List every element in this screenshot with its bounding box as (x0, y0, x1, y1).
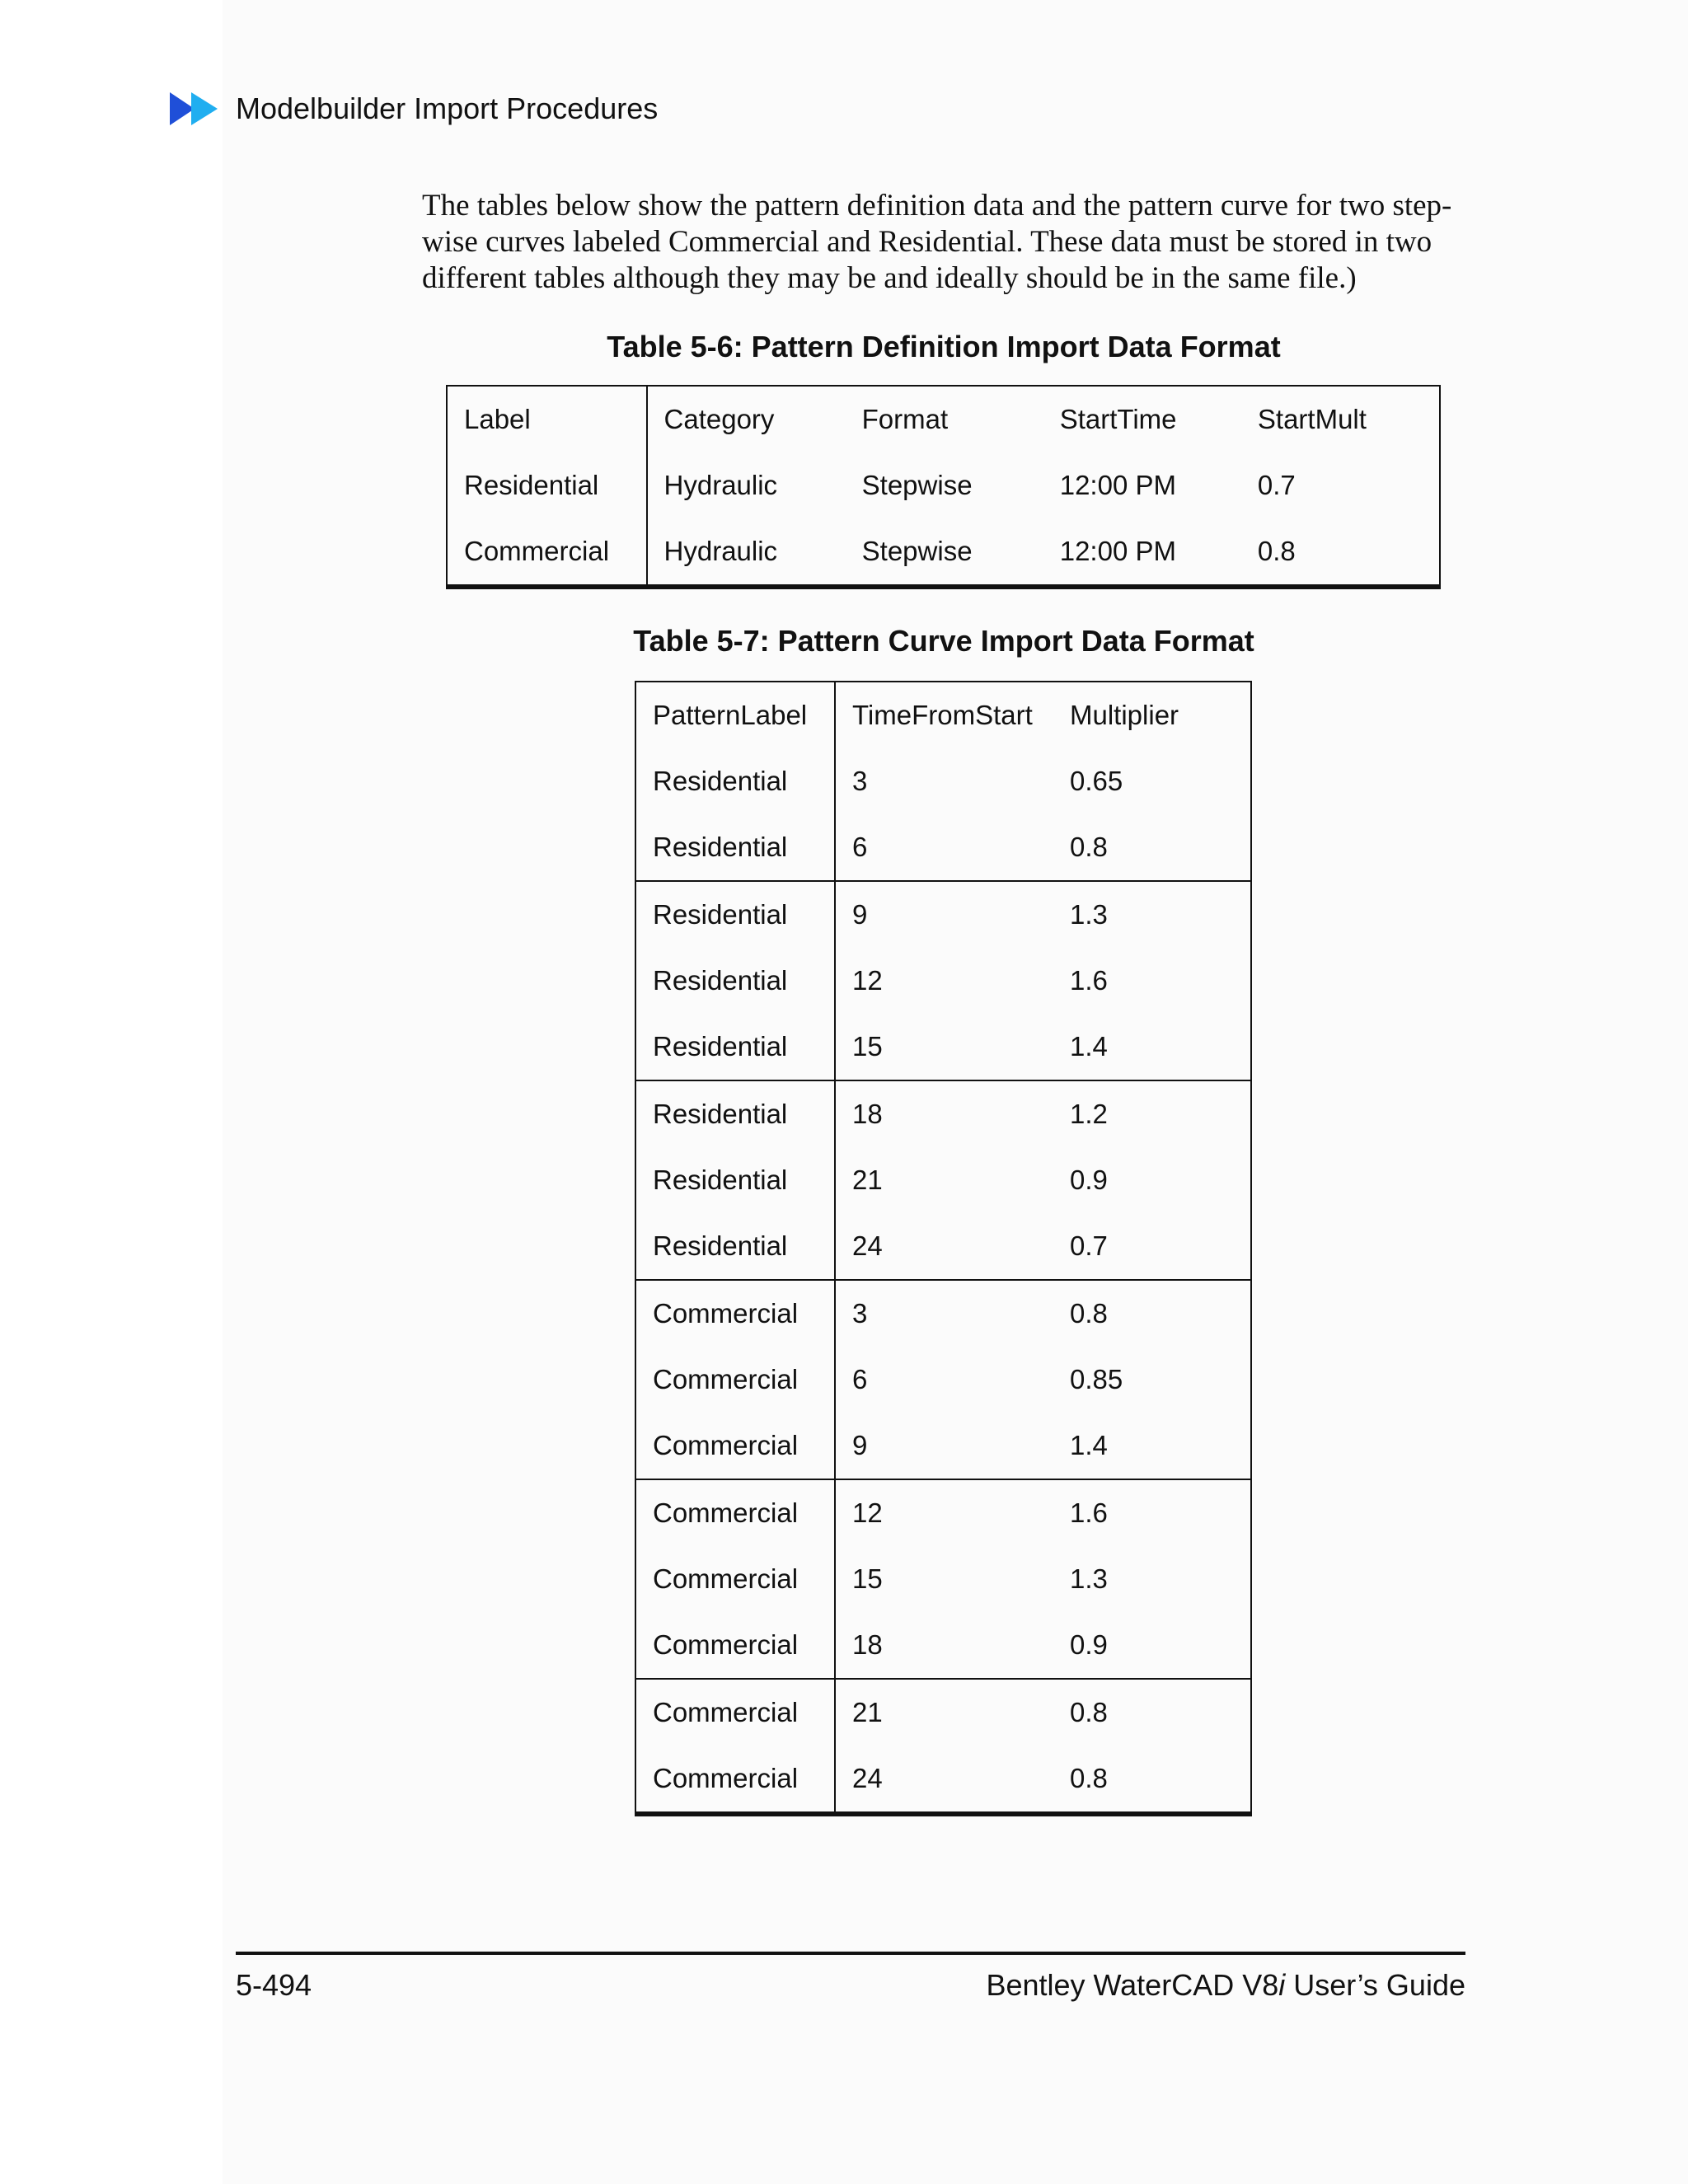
table-cell: 15 (852, 1563, 883, 1594)
footer-rule (236, 1952, 1465, 1955)
table-row (635, 1479, 1251, 1546)
table-cell: 9 (852, 1430, 868, 1460)
table-cell: 0.8 (1053, 1280, 1251, 1347)
double-arrow-icon (170, 91, 221, 127)
table-cell: Residential (635, 1014, 835, 1080)
pattern-curve-table (635, 681, 1252, 1816)
table-cell: 0.85 (1070, 1364, 1123, 1394)
table-cell: 12 (852, 965, 883, 996)
table-cell: Hydraulic (663, 470, 778, 500)
table-cell: Commercial (447, 518, 647, 587)
table-cell: 1.3 (1053, 881, 1251, 948)
table-row (635, 814, 1251, 881)
table-cell: Commercial (635, 1347, 835, 1413)
table-cell: 18 (835, 1080, 1053, 1147)
table-cell: 6 (852, 832, 868, 862)
table-cell: 0.8 (1257, 536, 1296, 566)
table-cell: 24 (852, 1763, 883, 1793)
table-cell: 1.4 (1070, 1031, 1108, 1062)
page-number: 5-494 (236, 1968, 312, 2002)
table-cell: Hydraulic (663, 536, 778, 566)
table-cell: Commercial (635, 1746, 835, 1814)
table-cell: Residential (635, 948, 835, 1014)
table-cell: 3 (852, 766, 868, 796)
table-row (635, 1014, 1251, 1080)
table-cell: 1.3 (1070, 1563, 1108, 1594)
table-cell: Commercial (635, 1612, 835, 1679)
table-row (447, 518, 1440, 587)
header-cell: Multiplier (1070, 700, 1179, 730)
table-cell: 0.8 (1070, 1763, 1108, 1793)
table-cell: Residential (635, 748, 835, 814)
table-row (635, 748, 1251, 814)
table-cell: Residential (635, 1147, 835, 1213)
header-cell: Format (861, 404, 949, 434)
pattern-definition-table (446, 385, 1441, 589)
guide-title (986, 1968, 1465, 2003)
table-row (635, 1413, 1251, 1479)
table-cell: 21 (835, 1679, 1053, 1746)
table-cell: 6 (852, 1364, 868, 1394)
table-cell: 15 (852, 1031, 883, 1062)
table-cell: 9 (835, 881, 1053, 948)
table-cell: 0.65 (1070, 766, 1123, 796)
table-cell: 21 (852, 1165, 883, 1195)
table-cell: 12:00 PM (1059, 470, 1176, 500)
table-cell: Commercial (635, 1280, 835, 1347)
table-cell: 1.2 (1053, 1080, 1251, 1147)
table-row (635, 1746, 1251, 1814)
table-cell: Commercial (635, 1546, 835, 1612)
table-header-row (447, 386, 1440, 452)
table-cell: 1.4 (1070, 1430, 1108, 1460)
table-cell: 1.6 (1070, 965, 1108, 996)
table-cell: Residential (635, 1213, 835, 1280)
intro-paragraph: The tables below show the pattern definition data and the pattern curve for two step-wise curves labeled Commercial and Residential. These data must be stored in two different tables although they may be and ideally should be in the same file.) (422, 189, 1452, 295)
table-cell: 24 (852, 1230, 883, 1261)
header-cell: PatternLabel (635, 682, 835, 748)
page-header (170, 89, 658, 129)
table-row (635, 1612, 1251, 1679)
table-cell: 0.8 (1053, 1679, 1251, 1746)
table-cell: Commercial (635, 1479, 835, 1546)
table-row (635, 1213, 1251, 1280)
table-cell: 0.8 (1070, 832, 1108, 862)
table-cell: Stepwise (861, 536, 973, 566)
table-row (635, 1080, 1251, 1147)
guide-title-italic: i (1278, 1968, 1286, 2002)
table-row (635, 1546, 1251, 1612)
table-5-6-caption: Table 5-6: Pattern Definition Import Data Format (607, 330, 1281, 363)
table-cell: 18 (852, 1629, 883, 1660)
table-cell: 12 (835, 1479, 1053, 1546)
table-header-row (635, 682, 1251, 748)
page-footer (236, 1968, 1465, 2003)
guide-title-suffix: User’s Guide (1285, 1968, 1465, 2002)
table-cell: Residential (635, 881, 835, 948)
table-cell: Stepwise (861, 470, 973, 500)
header-cell: Label (447, 386, 647, 452)
table-cell: Commercial (635, 1413, 835, 1479)
table-cell: 1.6 (1053, 1479, 1251, 1546)
header-cell: StartMult (1257, 404, 1367, 434)
header-cell: StartTime (1059, 404, 1177, 434)
header-cell: TimeFromStart (852, 700, 1033, 730)
table-cell: Residential (447, 452, 647, 518)
table-row (635, 1679, 1251, 1746)
table-cell: 0.7 (1070, 1230, 1108, 1261)
table-cell: 12:00 PM (1059, 536, 1176, 566)
table-row (635, 1280, 1251, 1347)
table-cell: 0.9 (1070, 1165, 1108, 1195)
table-row (635, 881, 1251, 948)
table-cell: 0.7 (1257, 470, 1296, 500)
table-cell: Commercial (635, 1679, 835, 1746)
header-cell: Category (663, 404, 775, 434)
table-cell: 0.9 (1070, 1629, 1108, 1660)
table-cell: Residential (635, 814, 835, 881)
section-title: Modelbuilder Import Procedures (236, 91, 659, 125)
table-5-7-caption: Table 5-7: Pattern Curve Import Data Format (633, 624, 1254, 658)
table-row (635, 1347, 1251, 1413)
table-cell: 3 (835, 1280, 1053, 1347)
table-cell: Residential (635, 1080, 835, 1147)
table-row (635, 948, 1251, 1014)
table-row (635, 1147, 1251, 1213)
guide-title-prefix: Bentley WaterCAD V8 (986, 1968, 1279, 2002)
table-row (447, 452, 1440, 518)
